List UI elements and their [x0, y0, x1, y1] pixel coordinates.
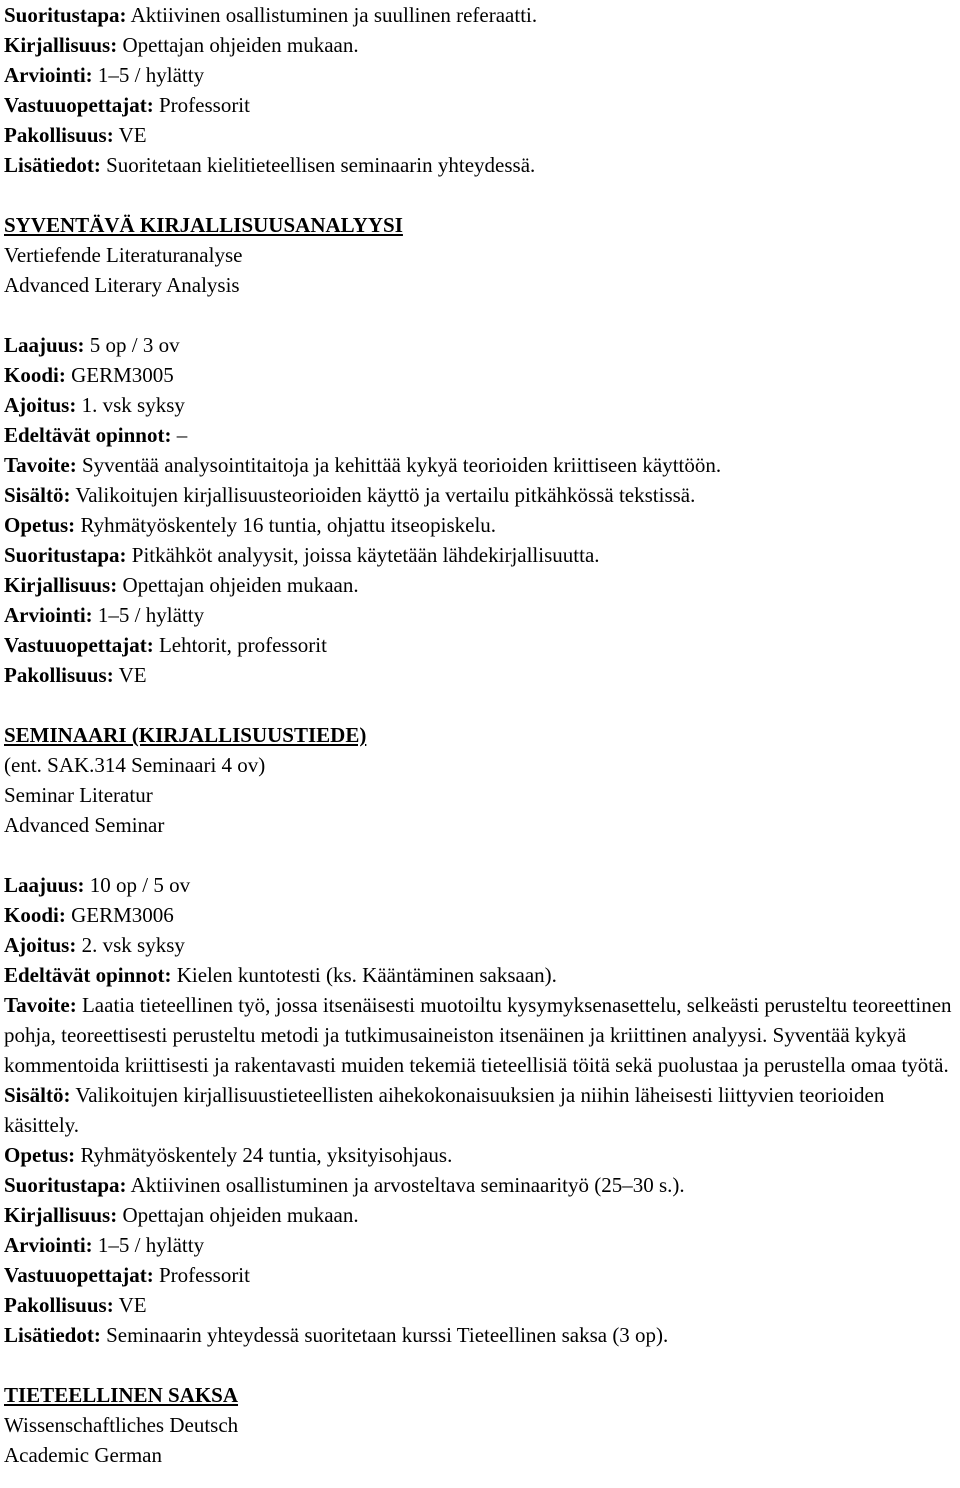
field-label: Arviointi: — [4, 63, 93, 87]
field-value: Opettajan ohjeiden mukaan. — [117, 1203, 359, 1227]
field-row — [4, 600, 956, 630]
field-label: Arviointi: — [4, 603, 93, 627]
field-label: Laajuus: — [4, 873, 85, 897]
field-label: Tavoite: — [4, 453, 77, 477]
field-value: Seminaarin yhteydessä suoritetaan kurssi Tieteellinen saksa (3 op). — [100, 1323, 669, 1347]
field-label: Pakollisuus: — [4, 663, 114, 687]
field-label: Edeltävät opinnot: — [4, 423, 172, 447]
field-value: Laatia tieteellinen työ, jossa itsenäisesti muotoiltu kysymyksenasettelu, selkeästi perusteltu teoreettinen pohja, teoreettisesti perusteltu metodi ja tutkimusaineiston itsenäinen ja kriittinen analyysi. Syventää kykyä kommentoida kriittisesti ja rakentavasti muiden tekemiä tieteellisiä töitä sekä puolustaa ja perustella omaa työtä. — [4, 993, 952, 1077]
field-label: Edeltävät opinnot: — [4, 963, 172, 987]
field-value: 2. vsk syksy — [76, 933, 185, 957]
field-value: 1. vsk syksy — [76, 393, 185, 417]
field-label: Koodi: — [4, 903, 66, 927]
field-row — [4, 1260, 956, 1290]
field-row — [4, 930, 956, 960]
field-row — [4, 1320, 956, 1350]
course-subtitle-de: Seminar Literatur — [4, 783, 153, 807]
field-value: 5 op / 3 ov — [84, 333, 180, 357]
field-value: 1–5 / hylätty — [92, 63, 205, 87]
field-label: Suoritustapa: — [4, 1173, 127, 1197]
course-former-code: (ent. SAK.314 Seminaari 4 ov) — [4, 753, 266, 777]
course-subtitle-de: Wissenschaftliches Deutsch — [4, 1413, 239, 1437]
field-label: Ajoitus: — [4, 393, 77, 417]
field-row — [4, 450, 956, 480]
field-value: VE — [113, 663, 147, 687]
field-row — [4, 870, 956, 900]
field-row — [4, 0, 956, 30]
field-value: Opettajan ohjeiden mukaan. — [117, 33, 359, 57]
course-subtitle-en: Academic German — [4, 1443, 163, 1467]
field-value: Syventää analysointitaitoja ja kehittää kykyä teorioiden kriittiseen käyttöön. — [76, 453, 722, 477]
field-label: Kirjallisuus: — [4, 33, 118, 57]
field-value: 10 op / 5 ov — [84, 873, 191, 897]
section-previous — [4, 0, 956, 180]
field-row — [4, 570, 956, 600]
field-row — [4, 510, 956, 540]
field-row — [4, 420, 956, 450]
field-value: 1–5 / hylätty — [92, 1233, 205, 1257]
course-title: SYVENTÄVÄ KIRJALLISUUSANALYYSI — [4, 213, 403, 237]
field-row — [4, 1170, 956, 1200]
field-value: Ryhmätyöskentely 16 tuntia, ohjattu itseopiskelu. — [75, 513, 497, 537]
course-subtitle-de: Vertiefende Literaturanalyse — [4, 243, 243, 267]
field-row — [4, 1140, 956, 1170]
field-label: Vastuuopettajat: — [4, 633, 154, 657]
field-label: Vastuuopettajat: — [4, 93, 154, 117]
field-row — [4, 1290, 956, 1320]
field-row — [4, 540, 956, 570]
field-label: Ajoitus: — [4, 933, 77, 957]
field-label: Tavoite: — [4, 993, 77, 1017]
field-value: Professorit — [153, 93, 250, 117]
field-row — [4, 30, 956, 60]
course-title: TIETEELLINEN SAKSA — [4, 1383, 239, 1407]
field-value: VE — [113, 1293, 147, 1317]
field-label: Kirjallisuus: — [4, 573, 118, 597]
spacer — [4, 180, 956, 210]
field-value: Valikoitujen kirjallisuusteorioiden käyttö ja vertailu pitkähkössä tekstissä. — [70, 483, 696, 507]
field-value: Valikoitujen kirjallisuustieteellisten aihekokonaisuuksien ja niihin läheisesti liittyvien teorioiden käsittely. — [4, 1083, 885, 1137]
field-label: Sisältö: — [4, 1083, 71, 1107]
course-subtitle-en: Advanced Literary Analysis — [4, 273, 240, 297]
field-label: Pakollisuus: — [4, 123, 114, 147]
field-label: Opetus: — [4, 513, 76, 537]
field-row — [4, 960, 956, 990]
field-value: VE — [113, 123, 147, 147]
field-row — [4, 900, 956, 930]
field-value: – — [171, 423, 188, 447]
field-row — [4, 990, 956, 1080]
section-seminar — [4, 720, 956, 1350]
field-row — [4, 660, 956, 690]
field-value: GERM3006 — [65, 903, 174, 927]
field-label: Lisätiedot: — [4, 1323, 101, 1347]
field-value: 1–5 / hylätty — [92, 603, 205, 627]
field-row — [4, 90, 956, 120]
field-value: Opettajan ohjeiden mukaan. — [117, 573, 359, 597]
field-row — [4, 480, 956, 510]
field-row — [4, 60, 956, 90]
field-row — [4, 1230, 956, 1260]
field-row — [4, 630, 956, 660]
spacer — [4, 1350, 956, 1380]
field-label: Lisätiedot: — [4, 153, 101, 177]
field-value: Professorit — [153, 1263, 250, 1287]
field-row — [4, 1200, 956, 1230]
field-value: Kielen kuntotesti (ks. Kääntäminen saksaan). — [171, 963, 557, 987]
field-label: Pakollisuus: — [4, 1293, 114, 1317]
field-value: Aktiivinen osallistuminen ja arvosteltava seminaarityö (25–30 s.). — [126, 1173, 685, 1197]
field-label: Koodi: — [4, 363, 66, 387]
field-label: Suoritustapa: — [4, 543, 127, 567]
field-row — [4, 150, 956, 180]
section-literary-analysis — [4, 210, 956, 690]
field-label: Opetus: — [4, 1143, 76, 1167]
field-row — [4, 330, 956, 360]
field-label: Sisältö: — [4, 483, 71, 507]
field-value: Suoritetaan kielitieteellisen seminaarin yhteydessä. — [100, 153, 536, 177]
field-value: Lehtorit, professorit — [153, 633, 327, 657]
field-label: Vastuuopettajat: — [4, 1263, 154, 1287]
field-row — [4, 390, 956, 420]
section-academic-german — [4, 1380, 956, 1470]
field-value: Aktiivinen osallistuminen ja suullinen referaatti. — [126, 3, 538, 27]
spacer — [4, 690, 956, 720]
field-label: Suoritustapa: — [4, 3, 127, 27]
field-row — [4, 360, 956, 390]
field-row — [4, 120, 956, 150]
field-value: GERM3005 — [65, 363, 174, 387]
field-label: Laajuus: — [4, 333, 85, 357]
spacer — [4, 840, 956, 870]
spacer — [4, 300, 956, 330]
field-value: Pitkähköt analyysit, joissa käytetään lähdekirjallisuutta. — [126, 543, 600, 567]
field-row — [4, 1080, 956, 1140]
course-subtitle-en: Advanced Seminar — [4, 813, 165, 837]
course-title: SEMINAARI (KIRJALLISUUSTIEDE) — [4, 723, 367, 747]
field-label: Kirjallisuus: — [4, 1203, 118, 1227]
field-label: Arviointi: — [4, 1233, 93, 1257]
field-value: Ryhmätyöskentely 24 tuntia, yksityisohjaus. — [75, 1143, 453, 1167]
